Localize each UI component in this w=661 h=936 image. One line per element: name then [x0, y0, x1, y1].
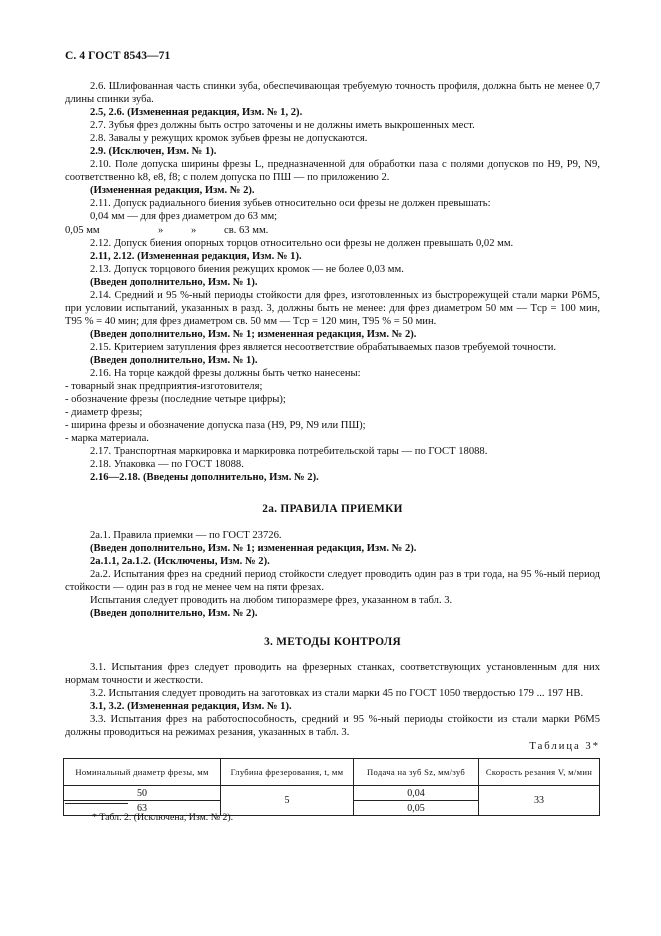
amendment-note: (Введен дополнительно, Изм. № 1). — [90, 276, 258, 288]
runout-line-1-text: 0,04 мм — для фрез диаметром до 63 мм; — [90, 211, 278, 223]
section-3-paragraphs — [65, 661, 600, 739]
runout-line-1 — [65, 210, 600, 223]
amendment-note: 2.9. (Исключен, Изм. № 1). — [90, 146, 217, 158]
header-feed: Подача на зуб Sz, мм/зуб — [354, 759, 479, 786]
paragraph: 2.18. Упаковка — по ГОСТ 18088. — [90, 459, 244, 471]
amendment-note: (Введен дополнительно, Изм. № 1; измененная редакция, Изм. № 2). — [90, 542, 417, 554]
paragraph: 2.17. Транспортная маркировка и маркировка потребительской тары — по ГОСТ 18088. — [90, 446, 488, 458]
amendment-note: 2а.1.1, 2а.1.2. (Исключены, Изм. № 2). — [90, 555, 270, 567]
table-caption: Таблица 3* — [529, 741, 600, 753]
table-header-row — [64, 759, 600, 786]
paragraph: 2.6. Шлифованная часть спинки зуба, обеспечивающая требуемую точность профиля, должна быть не менее 0,7 длины спинки зуба. — [65, 81, 600, 106]
amendment-note: 2.11, 2.12. (Измененная редакция, Изм. № 1). — [90, 250, 302, 262]
paragraph: - ширина фрезы и обозначение допуска паза (Н9, Р9, N9 или ПШ); — [65, 420, 366, 432]
paragraph: 3.1. Испытания фрез следует проводить на фрезерных станках, соответствующих установленным для них нормам точности и жесткости. — [65, 661, 600, 686]
cell-speed: 33 — [479, 786, 600, 816]
amendment-note: 3.1, 3.2. (Измененная редакция, Изм. № 1). — [90, 701, 292, 713]
paragraph: 2.7. Зубья фрез должны быть остро заточены и не должны иметь выкрошенных мест. — [90, 120, 475, 132]
table-3 — [63, 758, 600, 816]
paragraph: 2а.1. Правила приемки — по ГОСТ 23726. — [90, 529, 282, 541]
page-header: С. 4 ГОСТ 8543—71 — [65, 50, 171, 62]
paragraph: 3.2. Испытания следует проводить на заготовках из стали марки 45 по ГОСТ 1050 твердостью 179 ... 197 НВ. — [90, 687, 584, 699]
paragraph: 3.3. Испытания фрез на работоспособность, средний и 95 %-ный периоды стойкости из стали марки Р6М5 должны проводиться на режимах резания, указанных в табл. 3. — [65, 714, 600, 739]
paragraph: 2.8. Завалы у режущих кромок зубьев фрезы не допускаются. — [90, 133, 368, 145]
section-3-title: 3. МЕТОДЫ КОНТРОЛЯ — [264, 635, 401, 648]
paragraph: 2а.2. Испытания фрез на средний период стойкости следует проводить один раз в три года, на 95 %-ный период стойкости — один раз в год не менее чем на пяти фрезах. — [65, 568, 600, 593]
header-depth: Глубина фрезерования, t, мм — [221, 759, 354, 786]
header-diameter: Номинальный диаметр фрезы, мм — [64, 759, 221, 786]
cell-diameter: 63 — [64, 801, 221, 816]
paragraph: - товарный знак предприятия-изготовителя; — [65, 381, 263, 393]
cell-feed: 0,05 — [354, 801, 479, 816]
section-2a-title: 2а. ПРАВИЛА ПРИЕМКИ — [262, 503, 403, 516]
ditto-mark: » — [158, 224, 164, 236]
amendment-note: (Введен дополнительно, Изм. № 1; измененная редакция, Изм. № 2). — [90, 328, 417, 340]
cell-feed: 0,04 — [354, 786, 479, 801]
runout-line-2 — [65, 224, 600, 237]
amendment-note: (Введен дополнительно, Изм. № 2). — [90, 607, 258, 619]
header-speed: Скорость резания V, м/мин — [479, 759, 600, 786]
paragraph: - марка материала. — [65, 433, 149, 445]
ditto-mark: » — [191, 224, 197, 236]
paragraph: 2.11. Допуск радиального биения зубьев относительно оси фрезы не должен превышать: — [90, 198, 491, 210]
paragraph: - диаметр фрезы; — [65, 407, 143, 419]
footnote-rule — [65, 803, 128, 804]
paragraph: 2.14. Средний и 95 %-ный периоды стойкости для фрез, изготовленных из быстрорежущей стали марки Р6М5, при условии испытаний, указанных в разд. 3, должны быть не менее: для фрез диаметром 50 мм — Tср = 100 мин, T95 % = 40 мин; для фрез диаметром св. 50 мм — Tср = 120 мин, T95 % = 50 мин. — [65, 289, 600, 327]
footnote: * Табл. 2. (Исключена, Изм. № 2). — [92, 812, 234, 823]
amendment-note: (Введен дополнительно, Изм. № 1). — [90, 354, 258, 366]
paragraph: 2.12. Допуск биения опорных торцов относительно оси фрезы не должен превышать 0,02 мм. — [90, 237, 514, 249]
document-body — [65, 80, 600, 816]
paragraph: Испытания следует проводить на любом типоразмере фрез, указанном в табл. 3. — [90, 594, 453, 606]
runout-line-2-value: 0,05 мм — [65, 224, 100, 236]
paragraph: 2.10. Поле допуска ширины фрезы L, предназначенной для обработки паза с полями допусков по Н9, Р9, N9, соответственно k8, e8, f8; с полем допуска по ПШ — по приложению 2. — [65, 159, 600, 184]
paragraph: 2.13. Допуск торцового биения режущих кромок — не более 0,03 мм. — [90, 263, 404, 275]
paragraphs-block-b — [65, 237, 600, 485]
amendment-note: 2.16—2.18. (Введены дополнительно, Изм. № 2). — [90, 472, 319, 484]
cell-depth: 5 — [221, 786, 354, 816]
runout-line-2-range: св. 63 мм. — [224, 224, 269, 236]
amendment-note: 2.5, 2.6. (Измененная редакция, Изм. № 1, 2). — [90, 107, 303, 119]
table-row — [64, 786, 600, 801]
cell-diameter: 50 — [64, 786, 221, 801]
paragraph: - обозначение фрезы (последние четыре цифры); — [65, 394, 286, 406]
paragraph: 2.16. На торце каждой фрезы должны быть четко нанесены: — [90, 368, 361, 380]
paragraph: 2.15. Критерием затупления фрез является несоответствие обрабатываемых пазов требуемой точности. — [90, 341, 557, 353]
amendment-note: (Измененная редакция, Изм. № 2). — [90, 185, 255, 197]
paragraphs-block-a — [65, 80, 600, 210]
section-2a-paragraphs — [65, 529, 600, 620]
